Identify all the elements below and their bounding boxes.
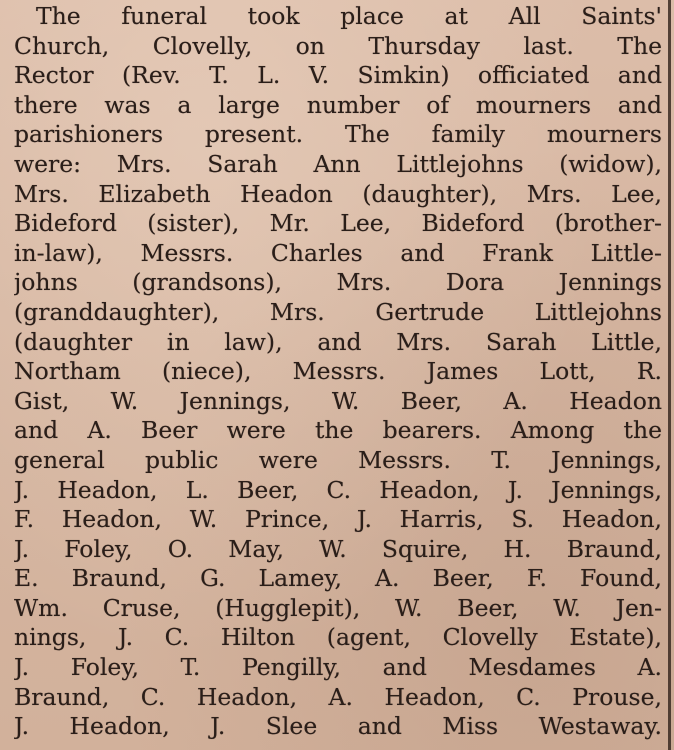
article-line: (granddaughter), Mrs. Gertrude Littlejohns xyxy=(14,297,662,326)
article-line: were: Mrs. Sarah Ann Littlejohns (widow), xyxy=(14,149,662,178)
article-line: Church, Clovelly, on Thursday last. The xyxy=(14,31,662,60)
article-line: Gist, W. Jennings, W. Beer, A. Headon xyxy=(14,386,662,415)
article-line: The funeral took place at All Saints' xyxy=(36,2,662,30)
column-rule xyxy=(668,0,671,750)
article-line: (daughter in law), and Mrs. Sarah Little, xyxy=(14,327,662,356)
article-line: there was a large number of mourners and xyxy=(14,90,662,119)
article-line: J. Foley, T. Pengilly, and Mesdames A. xyxy=(14,653,662,682)
article-line: J. Headon, J. Slee and Miss Westaway. xyxy=(14,712,662,741)
article-line: E. Braund, G. Lamey, A. Beer, F. Found, xyxy=(14,564,662,593)
article-line: and A. Beer were the bearers. Among the xyxy=(14,416,662,445)
article-line: in-law), Messrs. Charles and Frank Little- xyxy=(14,238,662,267)
article-line: Wm. Cruse, (Hugglepit), W. Beer, W. Jen- xyxy=(14,593,662,622)
article-line: johns (grandsons), Mrs. Dora Jennings xyxy=(14,268,662,297)
article-line: J. Headon, L. Beer, C. Headon, J. Jennings, xyxy=(14,475,662,504)
article-line: Rector (Rev. T. L. V. Simkin) officiated and xyxy=(14,61,662,90)
article-line: general public were Messrs. T. Jennings, xyxy=(14,445,662,474)
article-text xyxy=(14,2,662,742)
article-line: Northam (niece), Messrs. James Lott, R. xyxy=(14,357,662,386)
article-line: Mrs. Elizabeth Headon (daughter), Mrs. Lee, xyxy=(14,179,662,208)
article-line: Braund, C. Headon, A. Headon, C. Prouse, xyxy=(14,682,662,711)
article-line: J. Foley, O. May, W. Squire, H. Braund, xyxy=(14,534,662,563)
article-line: nings, J. C. Hilton (agent, Clovelly Estate), xyxy=(14,623,662,652)
article-line: F. Headon, W. Prince, J. Harris, S. Headon, xyxy=(14,505,662,534)
article-line: Bideford (sister), Mr. Lee, Bideford (brother- xyxy=(14,209,662,238)
article-line: parishioners present. The family mourners xyxy=(14,120,662,149)
